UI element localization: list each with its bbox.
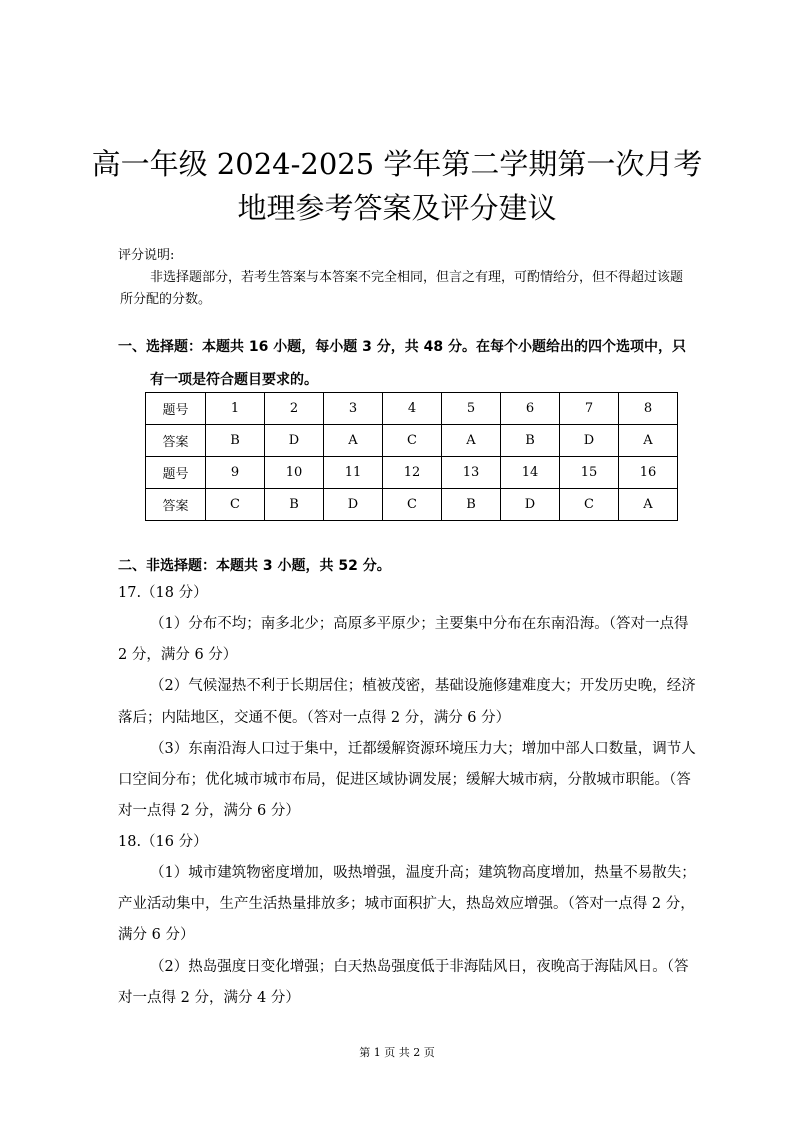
table-cell: 9 — [206, 457, 265, 489]
table-cell: 13 — [442, 457, 501, 489]
q17-answer-line: 2 分，满分 6 分） — [118, 647, 238, 664]
q18-answer-line: （1）城市建筑物密度增加，吸热增强，温度升高；建筑物高度增加，热量不易散失； — [150, 865, 696, 881]
q17-answer-line: （2）气候湿热不利于长期居住；植被茂密，基础设施修建难度大；开发历史晚，经济 — [150, 678, 696, 695]
table-cell: A — [442, 425, 501, 457]
table-cell: 10 — [265, 457, 324, 489]
row-header: 答案 — [146, 425, 206, 457]
notes-line: 非选择题部分，若考生答案与本答案不完全相同，但言之有理，可酌情给分，但不得超过该题 — [150, 270, 684, 285]
q18-answer-line: 对一点得 2 分，满分 4 分） — [118, 989, 300, 1006]
q17-answer-line: （3）东南沿海人口过于集中，迁都缓解资源环境压力大；增加中部人口数量，调节人 — [150, 740, 696, 757]
table-cell: 4 — [383, 393, 442, 425]
table-cell: B — [206, 425, 265, 457]
table-cell: D — [501, 489, 560, 521]
table-row — [146, 393, 678, 425]
table-cell: 11 — [324, 457, 383, 489]
table-cell: 5 — [442, 393, 501, 425]
title-line-1: 高一年级 2024-2025 学年第二学期第一次月考 — [91, 147, 703, 181]
table-cell: 16 — [619, 457, 678, 489]
table-cell: B — [501, 425, 560, 457]
table-cell: A — [324, 425, 383, 457]
table-cell: 14 — [501, 457, 560, 489]
q17-answer-line: （1）分布不均；南多北少；高原多平原少；主要集中分布在东南沿海。（答对一点得 — [150, 616, 689, 632]
table-cell: A — [619, 425, 678, 457]
section2-heading: 二、非选择题：本题共 3 小题，共 52 分。 — [118, 558, 391, 574]
table-cell: 12 — [383, 457, 442, 489]
table-cell: D — [324, 489, 383, 521]
table-row — [146, 489, 678, 521]
table-cell: C — [383, 489, 442, 521]
section1-heading: 一、选择题：本题共 16 小题，每小题 3 分，共 48 分。在每个小题给出的四个选项中，只 — [118, 339, 686, 355]
table-cell: A — [619, 489, 678, 521]
table-cell: D — [560, 425, 619, 457]
table-cell: 15 — [560, 457, 619, 489]
row-header: 答案 — [146, 489, 206, 521]
table-cell: 7 — [560, 393, 619, 425]
q17-answer-line: 落后；内陆地区，交通不便。（答对一点得 2 分，满分 6 分） — [118, 709, 511, 726]
q18-answer-line: 产业活动集中，生产生活热量排放多；城市面积扩大，热岛效应增强。（答对一点得 2 分， — [118, 896, 695, 913]
q17-answer-line: 对一点得 2 分，满分 6 分） — [118, 803, 300, 820]
table-cell: D — [265, 425, 324, 457]
table-cell: 3 — [324, 393, 383, 425]
table-cell: C — [383, 425, 442, 457]
q18-answer-line: （2）热岛强度日变化增强；白天热岛强度低于非海陆风日，夜晚高于海陆风日。（答 — [150, 958, 689, 975]
table-cell: C — [560, 489, 619, 521]
q18-answer-line: 满分 6 分） — [118, 927, 195, 944]
title-line-2: 地理参考答案及评分建议 — [237, 191, 557, 225]
row-header: 题号 — [146, 457, 206, 489]
table-row — [146, 457, 678, 489]
section1-heading-cont: 有一项是符合题目要求的。 — [150, 372, 318, 388]
table-cell: B — [265, 489, 324, 521]
row-header: 题号 — [146, 393, 206, 425]
table-cell: B — [442, 489, 501, 521]
q17-label: 17.（18 分） — [118, 585, 208, 601]
table-cell: 2 — [265, 393, 324, 425]
page-footer: 第 1 页 共 2 页 — [359, 1046, 435, 1059]
table-cell: C — [206, 489, 265, 521]
table-cell: 1 — [206, 393, 265, 425]
notes-heading: 评分说明: — [118, 248, 175, 263]
answer-table — [145, 392, 678, 521]
table-cell: 6 — [501, 393, 560, 425]
table-cell: 8 — [619, 393, 678, 425]
notes-line: 所分配的分数。 — [120, 292, 212, 307]
q18-label: 18.（16 分） — [118, 834, 208, 850]
table-row — [146, 425, 678, 457]
q17-answer-line: 口空间分布；优化城市城市布局，促进区域协调发展；缓解大城市病，分散城市职能。（答 — [118, 772, 691, 788]
